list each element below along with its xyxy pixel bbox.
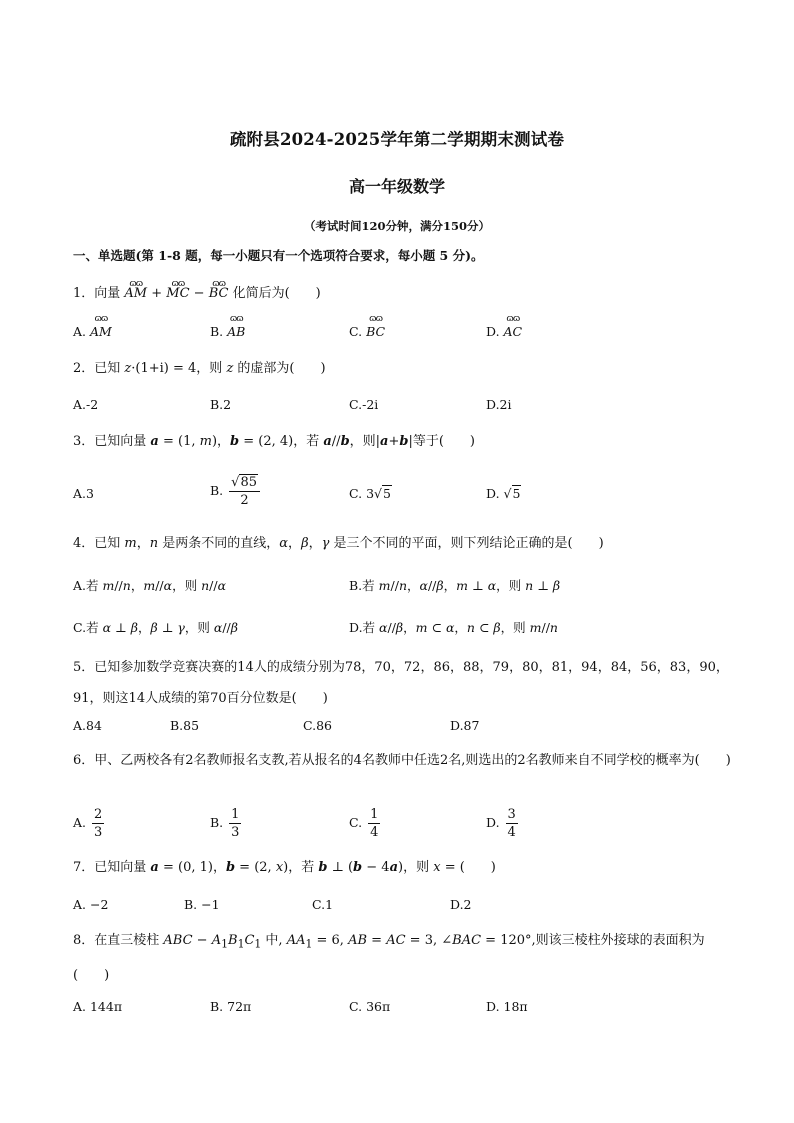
question-3-option-b: B. $\frac{√85}{2}$ — [210, 474, 260, 509]
question-2-option-d: D.2i — [486, 397, 512, 412]
question-5-option-a: A.84 — [73, 718, 102, 733]
question-7-stem: 7．已知向量 a = (0, 1)，b = (2, x)，若 b ⊥ (b − 4a)，则 x = ( ) — [73, 860, 496, 875]
question-3-stem: 3．已知向量 a = (1, m)，b = (2, 4)，若 a//b，则|a+b|等于( ) — [73, 434, 476, 449]
question-6-option-c: C. $\frac{1}{4}$ — [349, 807, 379, 840]
question-8-option-b: B. 72π — [210, 999, 252, 1014]
question-7-option-c: C.1 — [312, 897, 334, 912]
question-1-option-b: B. ɷɷ AB — [210, 320, 245, 339]
question-1-option-c: C. ɷɷ BC — [349, 320, 385, 339]
question-2-option-c: C.-2i — [349, 397, 379, 412]
question-5-option-c: C.86 — [303, 718, 332, 733]
page-subtitle: 高一年级数学 — [348, 177, 445, 196]
question-4-option-c: C.若 α ⊥ β，β ⊥ γ，则 α//β — [73, 620, 239, 635]
question-6-option-a: A. $\frac{2}{3}$ — [73, 807, 103, 840]
section-heading: 一、单选题(第 1-8 题，每一小题只有一个选项符合要求，每小题 5 分)。 — [73, 248, 484, 263]
page-title: 疏附县2024-2025学年第二学期期末测试卷 — [229, 130, 565, 149]
question-8-option-d: D. 18π — [486, 999, 528, 1014]
question-6-stem: 6．甲、乙两校各有2名教师报名支教,若从报名的4名教师中任选2名,则选出的2名教师来自不同学校的概率为( ) — [73, 753, 731, 768]
question-7-option-d: D.2 — [450, 897, 472, 912]
question-1-stem: 1．向量 ɷɷ AM + ɷɷ MC − ɷɷ BC 化简后为( ) — [73, 280, 733, 304]
exam-info: （考试时间120分钟，满分150分） — [303, 219, 490, 233]
question-3-option-d: D. √5 — [486, 486, 521, 501]
question-5-option-b: B.85 — [170, 718, 200, 733]
question-5-stem: 5．已知参加数学竞赛决赛的14人的成绩分别为78，70，72，86，88，79，80，81，94，84，56，83，90，91，则这14人成绩的第70百分位数是( ) — [73, 660, 729, 706]
question-1-option-a: A. ɷɷ AM — [73, 320, 112, 339]
question-2-stem: 2．已知 z·(1+i) = 4，则 z 的虚部为( ) — [73, 361, 326, 376]
question-3-option-c: C. 3√5 — [349, 486, 391, 501]
question-8-option-a: A. 144π — [73, 999, 123, 1014]
question-2-option-b: B.2 — [210, 397, 232, 412]
question-4-stem: 4．已知 m，n 是两条不同的直线，α，β，γ 是三个不同的平面，则下列结论正确的是( ) — [73, 536, 604, 551]
question-6-option-d: D. $\frac{3}{4}$ — [486, 807, 516, 840]
question-7-option-a: A. −2 — [73, 897, 109, 912]
question-1-option-d: D. ɷɷ AC — [486, 320, 522, 339]
question-6-option-b: B. $\frac{1}{3}$ — [210, 807, 240, 840]
question-8-stem: 8．在直三棱柱 ABC − $A_1B_1C_1$ 中, $AA_1 = 6$, AB = AC = 3, ∠BAC = 120°,则该三棱柱外接球的表面积为 ( ) — [73, 933, 705, 983]
question-3-option-a: A.3 — [73, 486, 94, 501]
question-7-option-b: B. −1 — [184, 897, 220, 912]
question-4-option-b: B.若 m//n，α//β，m ⊥ α，则 n ⊥ β — [349, 578, 561, 593]
question-5-option-d: D.87 — [450, 718, 480, 733]
question-4-option-d: D.若 α//β，m ⊂ α，n ⊂ β，则 m//n — [349, 620, 558, 635]
question-2-option-a: A.-2 — [73, 397, 99, 412]
question-8-option-c: C. 36π — [349, 999, 391, 1014]
question-4-option-a: A.若 m//n，m//α，则 n//α — [73, 578, 227, 593]
